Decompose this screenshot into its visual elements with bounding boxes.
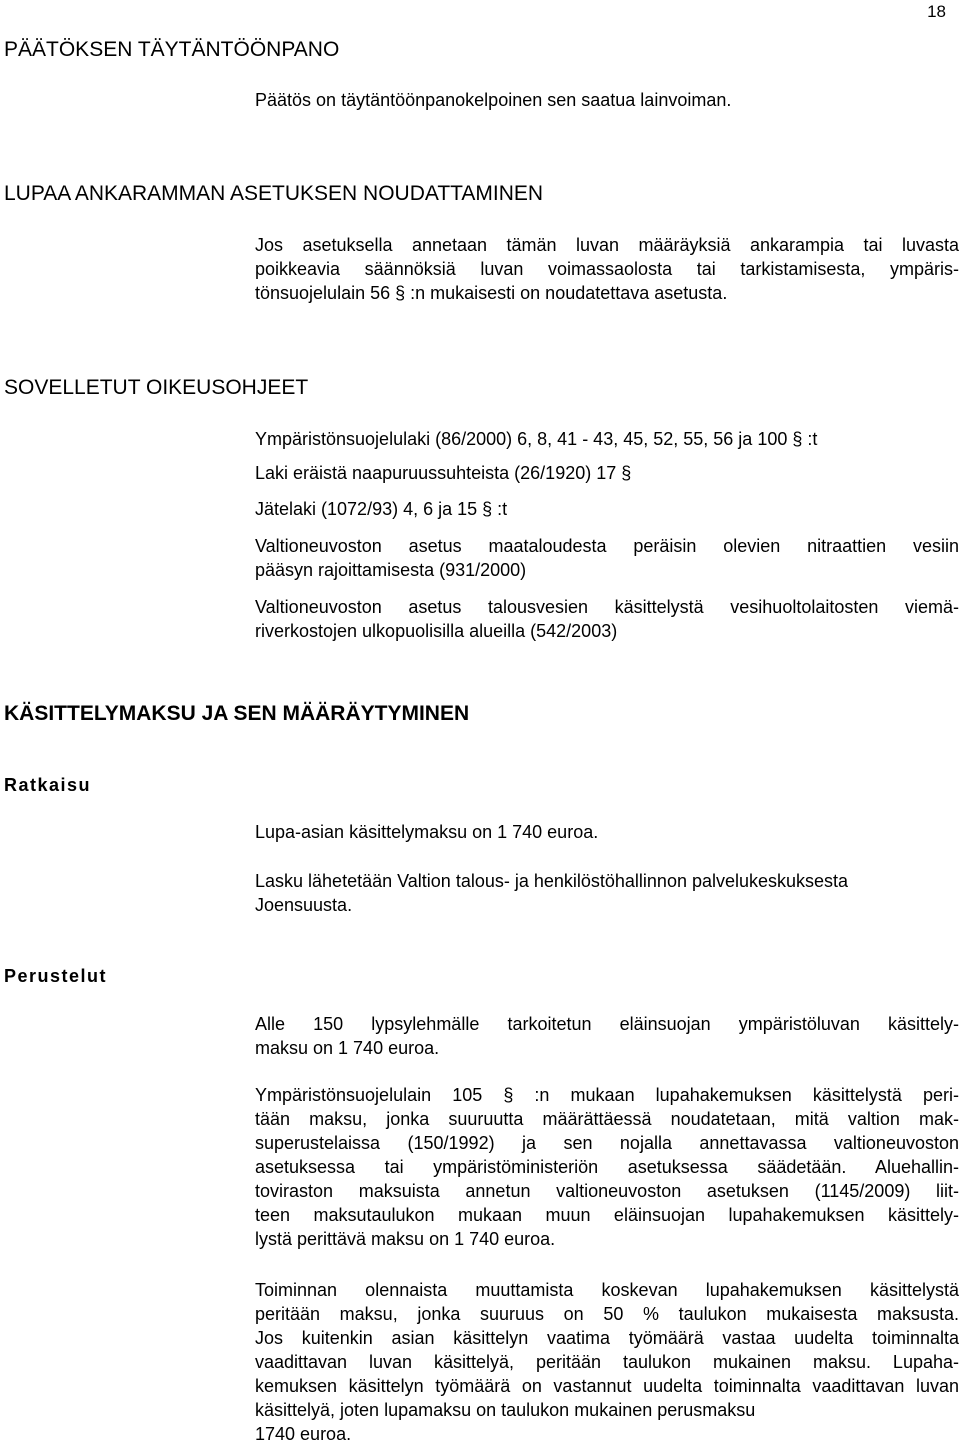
text-line: Lupa-asian käsittelymaksu on 1 740 euroa. <box>255 822 599 842</box>
text-line: Joensuusta. <box>255 895 353 915</box>
heading-applied-law: SOVELLETUT OIKEUSOHJEET <box>4 376 309 399</box>
text-line: Jätelaki (1072/93) 4, 6 ja 15 § :t <box>255 499 508 519</box>
text-line: pääsyn rajoittamisesta (931/2000) <box>255 560 527 580</box>
text-line: Lasku lähetetään Valtion talous- ja henkilöstöhallinnon palvelukeskuksesta <box>255 871 849 891</box>
law-item <box>255 427 959 451</box>
text-line: riverkostojen ulkopuolisilla alueilla (542/2003) <box>255 621 618 641</box>
text-line: Valtioneuvoston asetus talousvesien käsittelystä vesihuoltolaitosten viemä- <box>255 597 959 617</box>
text-line: lystä perittävä maksu on 1 740 euroa. <box>255 1229 556 1249</box>
law-item <box>255 534 959 582</box>
law-item <box>255 497 959 521</box>
text-line: Ympäristönsuojelulaki (86/2000) 6, 8, 41 - 43, 45, 52, 55, 56 ja 100 § :t <box>255 429 818 449</box>
heading-enforcement: PÄÄTÖKSEN TÄYTÄNTÖÖNPANO <box>4 38 340 61</box>
text-line: maksu on 1 740 euroa. <box>255 1038 440 1058</box>
decision-paragraph <box>255 820 959 844</box>
text-line: peritään maksu, jonka suuruus on 50 % taulukon mukaisesta maksusta. <box>255 1304 959 1324</box>
text-line: tään maksu, jonka suuruutta määrättäessä noudatetaan, mitä valtion mak- <box>255 1109 959 1129</box>
heading-stricter-regulation: LUPAA ANKARAMMAN ASETUKSEN NOUDATTAMINEN <box>4 182 544 205</box>
text-line: Ympäristönsuojelulain 105 § :n mukaan lupahakemuksen käsittelystä peri- <box>255 1085 959 1105</box>
text-line: poikkeavia säännöksiä luvan voimassaolosta tai tarkistamisesta, ympäris- <box>255 259 959 279</box>
text-line: 1740 euroa. <box>255 1424 352 1444</box>
reasons-paragraph <box>255 1012 959 1060</box>
reasons-paragraph <box>255 1278 959 1446</box>
label-reasons: Perustelut <box>4 966 108 986</box>
text-line: tönsuojelulain 56 § :n mukaisesti on noudatettava asetusta. <box>255 283 728 303</box>
text-line: Toiminnan olennaista muuttamista koskevan lupahakemuksen käsittelystä <box>255 1280 959 1300</box>
decision-paragraph <box>255 869 959 917</box>
heading-fee: KÄSITTELYMAKSU JA SEN MÄÄRÄYTYMINEN <box>4 702 470 725</box>
label-decision: Ratkaisu <box>4 775 92 795</box>
law-item <box>255 595 959 643</box>
text-line: asetuksessa tai ympäristöministeriön asetuksessa säädetään. Aluehallin- <box>255 1157 959 1177</box>
text-line: Alle 150 lypsylehmälle tarkoitetun eläinsuojan ympäristöluvan käsittely- <box>255 1014 959 1034</box>
page-number: 18 <box>927 2 946 21</box>
text-line: teen maksutaulukon mukaan muun eläinsuojan lupahakemuksen käsittely- <box>255 1205 959 1225</box>
reasons-paragraph <box>255 1083 959 1251</box>
text-line: kemuksen käsittelyn työmäärä on vastannut uudelta toiminnalta vaadittavan luvan käsittelyä, joten lupamaksu on taulukon mukainen perusmaksu <box>255 1376 959 1420</box>
paragraph-enforcement: Päätös on täytäntöönpanokelpoinen sen saatua lainvoiman. <box>255 90 732 110</box>
law-item <box>255 461 959 485</box>
paragraph-stricter-regulation <box>255 233 959 305</box>
text-line: toviraston maksuista annetun valtioneuvoston asetuksen (1145/2009) liit- <box>255 1181 959 1201</box>
text-line: Jos kuitenkin asian käsittelyn vaatima työmäärä vastaa uudelta toiminnalta <box>255 1328 959 1348</box>
text-line: vaadittavan luvan käsittelyä, peritään taulukon mukainen maksu. Lupaha- <box>255 1352 959 1372</box>
text-line: Valtioneuvoston asetus maataloudesta peräisin olevien nitraattien vesiin <box>255 536 959 556</box>
text-line: Laki eräistä naapuruussuhteista (26/1920) 17 § <box>255 463 632 483</box>
text-line: superustelaissa (150/1992) ja sen nojalla annettavassa valtioneuvoston <box>255 1133 959 1153</box>
text-line: Jos asetuksella annetaan tämän luvan määräyksiä ankarampia tai luvasta <box>255 235 959 255</box>
